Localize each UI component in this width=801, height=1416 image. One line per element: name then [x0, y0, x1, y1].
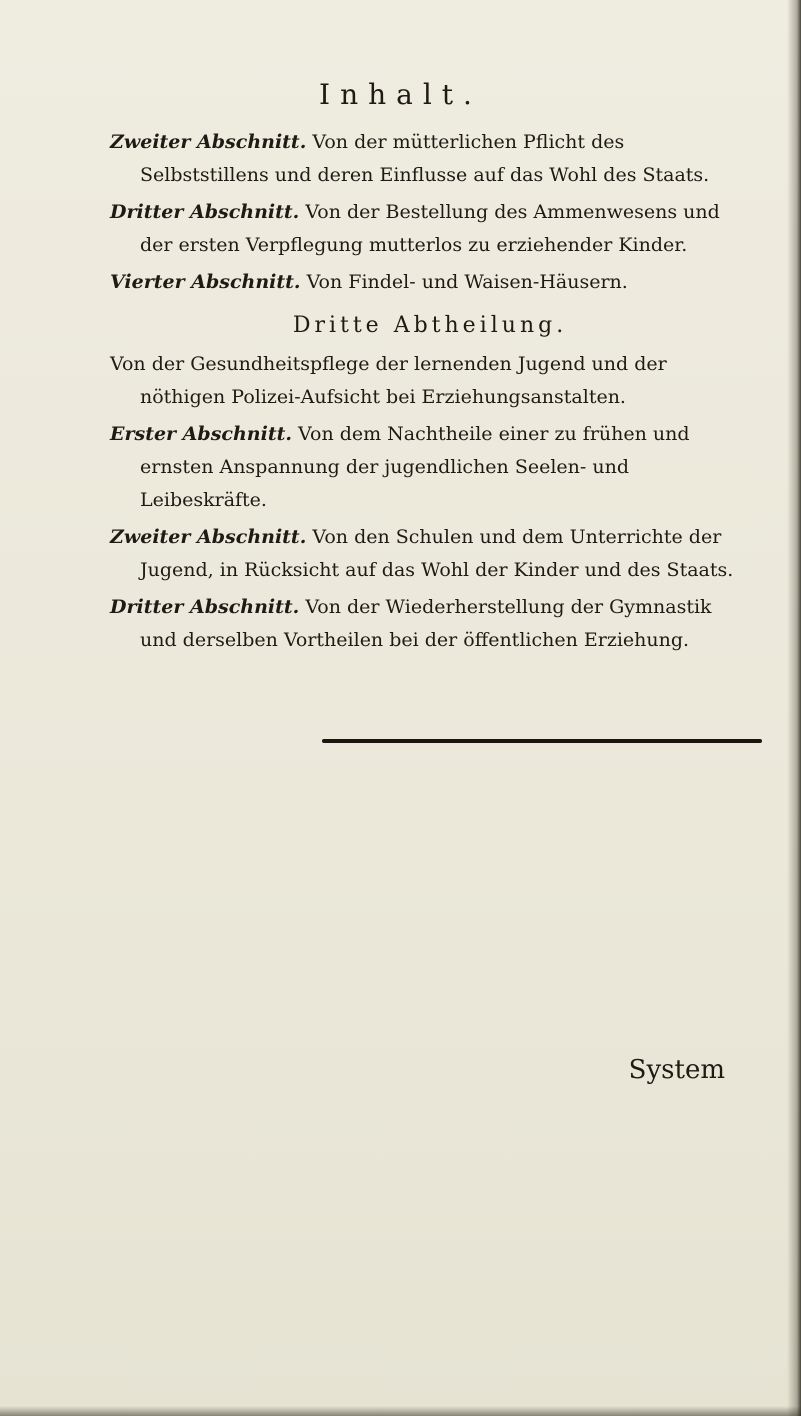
entry-lead: Dritter Abschnitt.	[110, 596, 300, 618]
toc-entry	[110, 418, 750, 517]
catchword: System	[628, 1055, 725, 1085]
toc-entry	[110, 196, 750, 262]
entry-lead: Zweiter Abschnitt.	[110, 526, 307, 548]
entry-text: Von der Wiederherstellung der Gymnastik und derselben Vortheilen bei der öffentlichen Erziehung.	[140, 596, 712, 651]
division-title: Dritte Abtheilung.	[292, 313, 568, 338]
entry-lead: Zweiter Abschnitt.	[110, 131, 307, 153]
table-of-contents	[110, 126, 750, 661]
entry-text: Von der Gesundheitspflege der lernenden Jugend und der nöthigen Polizei-Aufsicht bei Erziehungsanstalten.	[110, 353, 667, 408]
entry-text: Von den Schulen und dem Unterrichte der Jugend, in Rücksicht auf das Wohl der Kinder und des Staats.	[140, 526, 734, 581]
division-description	[110, 348, 750, 414]
entry-lead: Vierter Abschnitt.	[110, 271, 301, 293]
entry-text: Von Findel- und Waisen-Häusern.	[306, 271, 628, 293]
entry-lead: Erster Abschnitt.	[110, 423, 292, 445]
entry-text: Von der Bestellung des Ammenwesens und der ersten Verpflegung mutterlos zu erziehender Kinder.	[140, 201, 720, 256]
toc-entry	[110, 591, 750, 657]
entry-text: Von der mütterlichen Pflicht des Selbststillens und deren Einflusse auf das Wohl des Staats.	[140, 131, 710, 186]
toc-entry	[110, 521, 750, 587]
entry-lead: Dritter Abschnitt.	[110, 201, 300, 223]
page-bottom-shadow	[0, 1406, 801, 1416]
toc-entry	[110, 126, 750, 192]
page-edge-shadow	[787, 0, 801, 1416]
horizontal-rule	[322, 739, 762, 743]
entry-text: Von dem Nachtheile einer zu frühen und ernsten Anspannung der jugendlichen Seelen- und Leibeskräfte.	[140, 423, 690, 511]
toc-entry	[110, 266, 750, 299]
page-header: Inhalt.	[319, 78, 482, 111]
